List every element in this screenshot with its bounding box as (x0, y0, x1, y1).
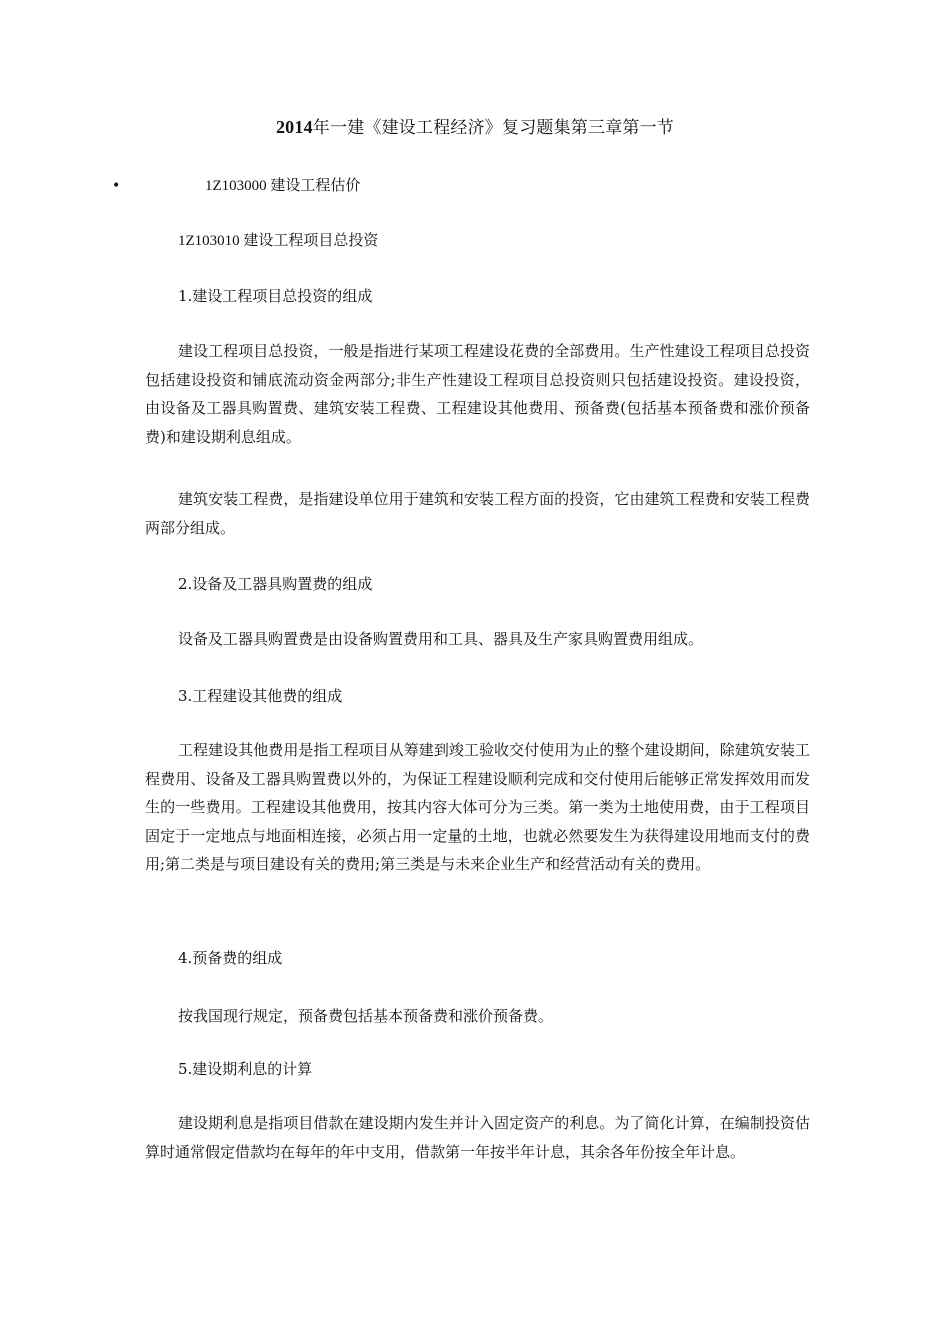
title-text: 年一建《建设工程经济》复习题集第三章第一节 (312, 118, 674, 138)
paragraph-total-investment: 建设工程项目总投资，一般是指进行某项工程建设花费的全部费用。生产性建设工程项目总投资包括建设投资和铺底流动资金两部分;非生产性建设工程项目总投资则只包括建设投资。建设投资，由设备及工器具购置费、建筑安装工程费、工程建设其他费用、预备费(包括基本预备费和涨价预备费)和建设期利息组成。 (145, 342, 810, 446)
item-heading-1: 1.建设工程项目总投资的组成 (178, 287, 373, 305)
paragraph-construction-installation: 建筑安装工程费，是指建设单位用于建筑和安装工程方面的投资，它由建筑工程费和安装工程费两部分组成。 (145, 490, 810, 537)
item-heading-3: 3.工程建设其他费的组成 (178, 687, 343, 705)
bullet-icon: • (112, 178, 121, 194)
paragraph-other-costs: 工程建设其他费用是指工程项目从筹建到竣工验收交付使用为止的整个建设期间，除建筑安装工程费用、设备及工器具购置费以外的，为保证工程建设顺利完成和交付使用后能够正常发挥效用而发生的一些费用。工程建设其他费用，按其内容大体可分为三类。第一类为土地使用费，由于工程项目固定于一定地点与地面相连接，必须占用一定量的土地，也就必然要发生为获得建设用地而支付的费用;第二类是与项目建设有关的费用;第三类是与未来企业生产和经营活动有关的费用。 (145, 741, 810, 873)
section-heading: 1Z103010 建设工程项目总投资 (178, 233, 379, 249)
chapter-heading: 1Z103000 建设工程估价 (205, 178, 361, 194)
document-title (0, 114, 950, 141)
paragraph-reserve-fund: 按我国现行规定，预备费包括基本预备费和涨价预备费。 (178, 1007, 554, 1025)
title-year: 2014 (275, 117, 313, 137)
item-heading-2: 2.设备及工器具购置费的组成 (178, 575, 373, 593)
paragraph-equipment-cost: 设备及工器具购置费是由设备购置费用和工具、器具及生产家具购置费用组成。 (178, 630, 704, 648)
item-heading-4: 4.预备费的组成 (178, 949, 283, 967)
paragraph-interest: 建设期利息是指项目借款在建设期内发生并计入固定资产的利息。为了简化计算，在编制投资估算时通常假定借款均在每年的年中支用，借款第一年按半年计息，其余各年份按全年计息。 (145, 1114, 810, 1161)
item-heading-5: 5.建设期利息的计算 (178, 1060, 313, 1078)
